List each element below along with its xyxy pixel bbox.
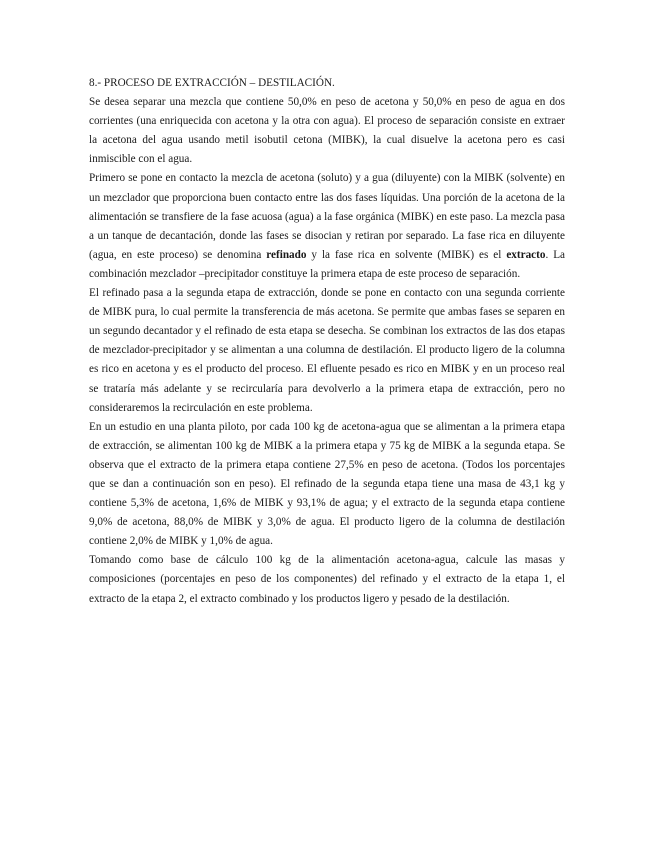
paragraph-question: Tomando como base de cálculo 100 kg de la alimentación acetona-agua, calcule las masas y composiciones (porcentajes en peso de los componentes) del refinado y el extracto de la etapa 1, el extracto de la etapa 2, el extracto combinado y los productos ligero y pesado de la destilación. — [89, 554, 565, 605]
paragraph-text: Primero se pone en contacto la mezcla de acetona (soluto) y a gua (diluyente) con la MIBK (solvente) en un mezclador que proporciona buen contacto entre las dos fases líquidas. Una porción de la acetona de la alimentación se transfiere de la fase acuosa (agua) a la fase orgánica (MIBK) en este paso. La mezcla pasa a un tanque de decantación, donde las fases se disocian y retiran por separado. La fase rica en diluyente (agua, en este proceso) se denomina — [89, 172, 565, 261]
paragraph-intro: Se desea separar una mezcla que contiene 50,0% en peso de acetona y 50,0% en peso de agua en dos corrientes (una enriquecida con acetona y la otra con agua). El proceso de separación consiste en extraer la acetona del agua usando metil isobutil cetona (MIBK), la cual disuelve la acetona pero es casi inmiscible con el agua. — [89, 96, 565, 166]
document-page — [89, 74, 565, 609]
paragraph-pilot-plant-data: En un estudio en una planta piloto, por cada 100 kg de acetona-agua que se alimentan a la primera etapa de extracción, se alimentan 100 kg de MIBK a la primera etapa y 75 kg de MIBK a la segunda etapa. Se observa que el extracto de la primera etapa contiene 27,5% en peso de acetona. (Todos los porcentajes que se dan a continuación son en peso). El refinado de la segunda etapa tiene una masa de 43,1 kg y contiene 5,3% de acetona, 1,6% de MIBK y 93,1% de agua; y el extracto de la segunda etapa contiene 9,0% de acetona, 88,0% de MIBK y 3,0% de agua. El producto ligero de la columna de destilación contiene 2,0% de MIBK y 1,0% de agua. — [89, 420, 565, 548]
paragraph-process-description — [89, 169, 565, 284]
paragraph-text: . La combinación mezclador –precipitador constituye la primera etapa de este proceso de separación. — [89, 248, 565, 280]
section-title: 8.- PROCESO DE EXTRACCIÓN – DESTILACIÓN. — [89, 77, 335, 89]
term-extracto: extracto — [506, 248, 546, 261]
paragraph-text: y la fase rica en solvente (MIBK) es el — [306, 248, 507, 261]
paragraph-second-stage: El refinado pasa a la segunda etapa de extracción, donde se pone en contacto con una segunda corriente de MIBK pura, lo cual permite la transferencia de más acetona. Se permite que ambas fases se separen en un segundo decantador y el refinado de esta etapa se desecha. Se combinan los extractos de las dos etapas de mezclador-precipitador y se alimentan a una columna de destilación. El producto ligero de la columna es rico en acetona y es el producto del proceso. El efluente pesado es rico en MIBK y en un proceso real se trataría más adelante y se recircularía para devolverlo a la primera etapa de extracción, pero no consideraremos la recirculación en este problema. — [89, 287, 565, 414]
term-refinado: refinado — [266, 248, 307, 261]
